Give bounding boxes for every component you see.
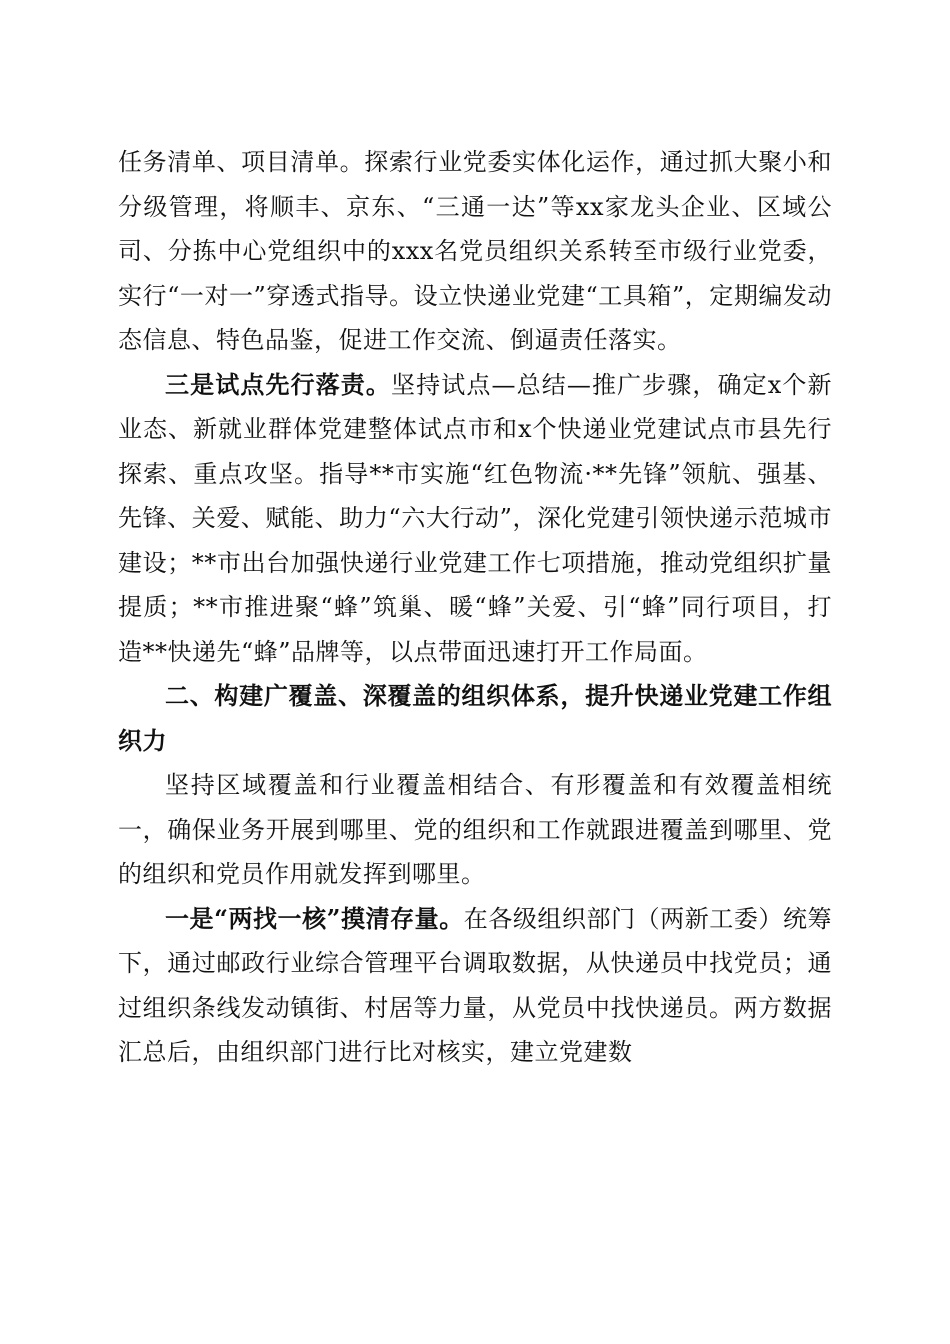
paragraph-text: 在各级组织部门（两新工委）统筹下，通过邮政行业综合管理平台调取数据，从快递员中找党员；通过组织条线发动镇街、村居等力量，从党员中找快递员。两方数据汇总后，由组织部门进行比对核实，建立党建数 xyxy=(118,904,833,1066)
document-page xyxy=(118,140,832,1075)
paragraph-text: 坚持试点—总结—推广步骤，确定x个新业态、新就业群体党建整体试点市和x个快递业党建试点市县先行探索、重点攻坚。指导**市实施“红色物流·**先锋”领航、强基、先锋、关爱、赋能、助力“六大行动”，深化党建引领快递示范城市建设；**市出台加强快递行业党建工作七项措施，推动党组织扩量提质；**市推进聚“蜂”筑巢、暖“蜂”关爱、引“蜂”同行项目，打造**快递先“蜂”品牌等，以点带面迅速打开工作局面。 xyxy=(118,370,832,666)
paragraph-coverage xyxy=(118,763,832,897)
paragraph-task-list xyxy=(118,140,832,363)
paragraph-lead: 一是“两找一核”摸清存量。 xyxy=(165,903,464,933)
paragraph-text: 坚持区域覆盖和行业覆盖相结合、有形覆盖和有效覆盖相统一，确保业务开展到哪里、党的组织和工作就跟进覆盖到哪里、党的组织和党员作用就发挥到哪里。 xyxy=(118,771,832,888)
paragraph-text: 任务清单、项目清单。探索行业党委实体化运作，通过抓大聚小和分级管理，将顺丰、京东、“三通一达”等xx家龙头企业、区域公司、分拣中心党组织中的xxx名党员组织关系转至市级行业党委，实行“一对一”穿透式指导。设立快递业党建“工具箱”，定期编发动态信息、特色品鉴，促进工作交流、倒逼责任落实。 xyxy=(118,148,832,354)
paragraph-pilot xyxy=(118,363,832,675)
section-heading: 二、构建广覆盖、深覆盖的组织体系，提升快递业党建工作组织力 xyxy=(118,681,832,755)
paragraph-lead: 三是试点先行落责。 xyxy=(165,369,392,399)
paragraph-two-find-one-check xyxy=(118,897,832,1075)
